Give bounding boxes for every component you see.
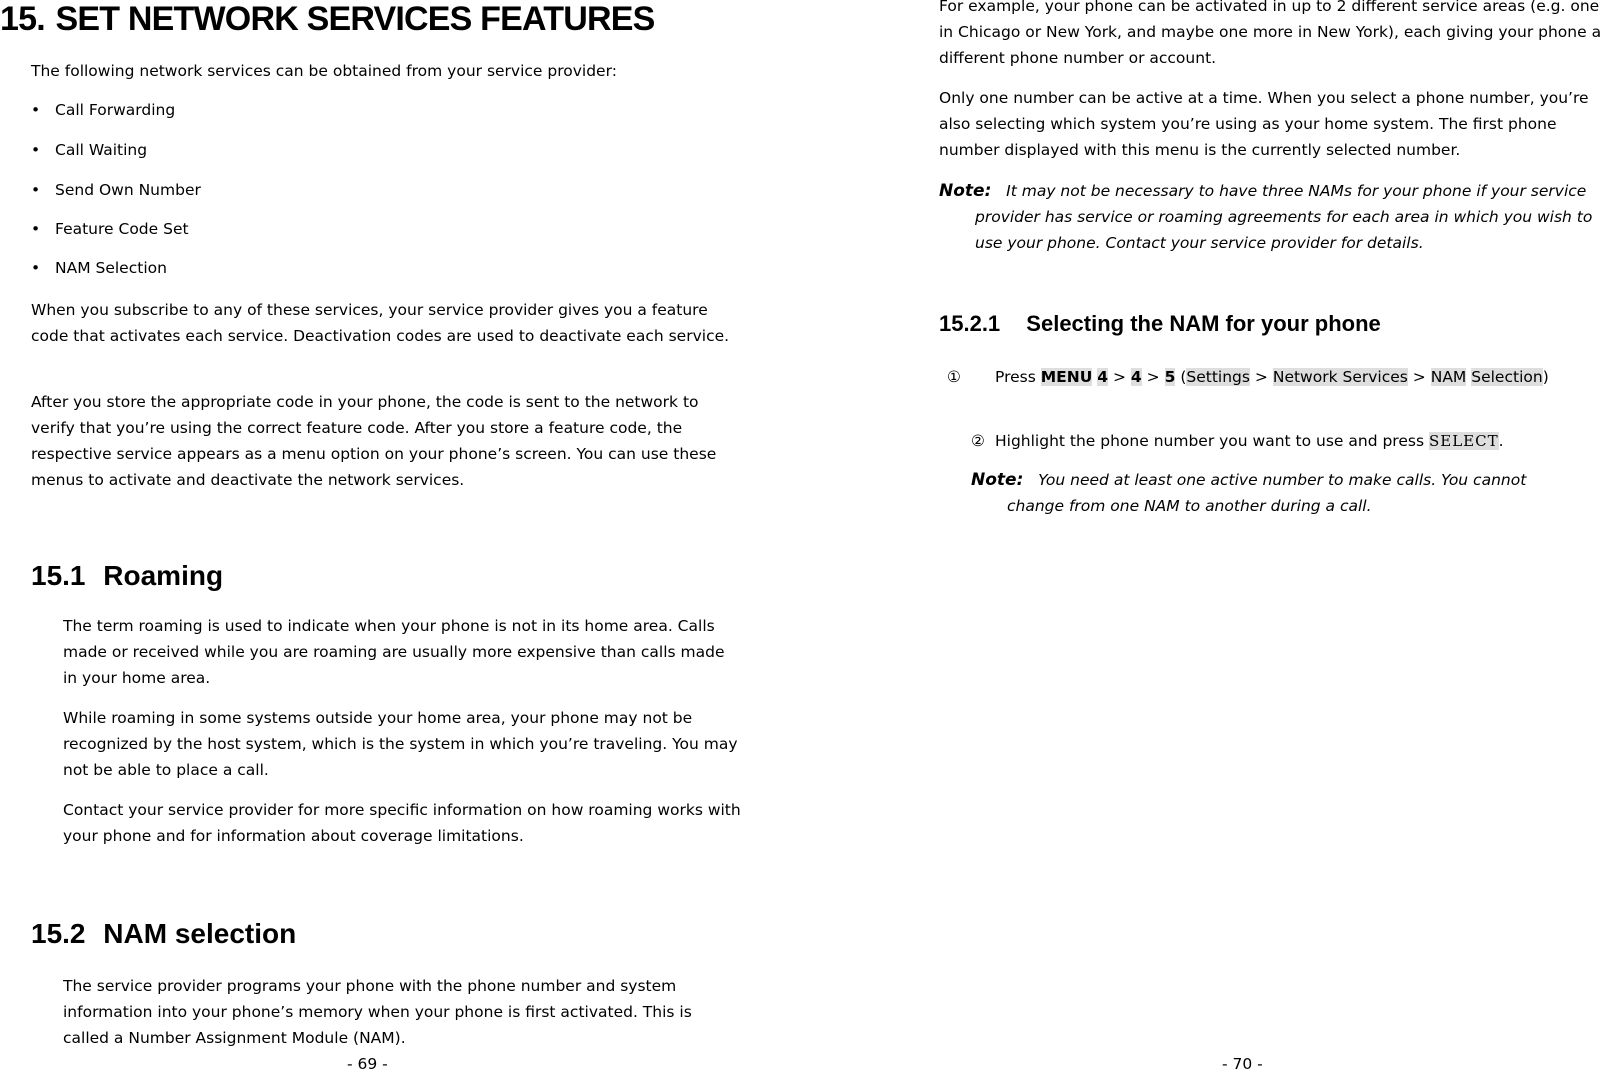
key-5: 5 <box>1164 368 1176 386</box>
step-number-2: ② <box>971 432 985 450</box>
bullet-symbol: • <box>31 141 41 159</box>
roaming-paragraph-1: The term roaming is used to indicate when your phone is not in its home area. Calls made or received while you are roaming are usually more expensive than calls made in your home area. <box>63 617 725 687</box>
bullet-item: • Call Waiting <box>31 137 147 163</box>
step-2: ② Highlight the phone number you want to use and press SELECT. <box>971 428 1591 454</box>
menu-path-selection: Selection <box>1471 368 1543 386</box>
chapter-number: 15. <box>0 0 45 38</box>
key-4: 4 <box>1130 368 1142 386</box>
menu-path-nam: NAM <box>1430 368 1467 386</box>
intro-paragraph: The following network services can be obtained from your service provider: <box>31 62 617 80</box>
bullet-symbol: • <box>31 181 41 199</box>
paragraph-store-code: After you store the appropriate code in your phone, the code is sent to the network to verify that you’re using the correct feature code. After you store a feature code, the respective service appears as a menu option on your phone’s screen. You can use these menus to activate and deactivate the network services. <box>31 393 717 489</box>
example-paragraph: For example, your phone can be activated in up to 2 different service areas (e.g. one in Chicago or New York, and maybe one more in New York), each giving your phone a different phone number or account. <box>939 0 1602 67</box>
menu-path-settings: Settings <box>1186 368 1250 386</box>
step-number-1: ① <box>947 368 961 386</box>
select-softkey: SELECT <box>1428 432 1499 450</box>
bullet-symbol: • <box>31 259 41 277</box>
note-nam-count <box>939 178 1599 256</box>
note-text: It may not be necessary to have three NAMs for your phone if your service provider has service or roaming agreements for each area in which you wish to use your phone. Contact your service provider for details. <box>975 182 1593 252</box>
bullet-item: • NAM Selection <box>31 255 167 281</box>
menu-path-network-services: Network Services <box>1272 368 1408 386</box>
paragraph-feature-code: When you subscribe to any of these services, your service provider gives you a feature code that activates each service. Deactivation codes are used to deactivate each service. <box>31 301 730 345</box>
bullet-symbol: • <box>31 101 41 119</box>
subsection-number: 15.2.1 <box>939 311 1001 336</box>
subsection-title: Selecting the NAM for your phone <box>1026 311 1381 336</box>
nam-paragraph-1: The service provider programs your phone with the phone number and system information into your phone’s memory when your phone is first activated. This is called a Number Assignment Module (NAM). <box>63 977 692 1047</box>
section-heading-roaming <box>31 560 223 592</box>
section-heading-nam-selection <box>31 918 296 950</box>
bullet-item: • Send Own Number <box>31 177 201 203</box>
step-1: ① Press MENU 4 > 4 > 5 (Settings > Network Services > NAM Selection) <box>971 364 1581 390</box>
key-4: 4 <box>1097 368 1109 386</box>
page-number-right: - 70 - <box>1222 1055 1263 1073</box>
bullet-symbol: • <box>31 220 41 238</box>
chapter-heading <box>0 0 654 39</box>
chapter-title: SET NETWORK SERVICES FEATURES <box>55 0 655 38</box>
note-active-number <box>971 467 1581 519</box>
bullet-item: • Feature Code Set <box>31 216 189 242</box>
active-number-paragraph: Only one number can be active at a time. When you select a phone number, you’re also selecting which system you’re using as your home system. The first phone number displayed with this menu is the currently selected number. <box>939 89 1589 159</box>
note-label: Note: <box>971 470 1024 490</box>
page-number-left: - 69 - <box>347 1055 388 1073</box>
roaming-paragraph-3: Contact your service provider for more specific information on how roaming works with your phone and for information about coverage limitations. <box>63 801 741 845</box>
bullet-item: • Call Forwarding <box>31 97 175 123</box>
note-label: Note: <box>939 181 992 201</box>
subsection-heading-selecting-nam <box>939 311 1381 337</box>
section-number: 15.2 <box>31 918 86 949</box>
section-title: NAM selection <box>103 918 297 949</box>
roaming-paragraph-2: While roaming in some systems outside your home area, your phone may not be recognized by the host system, which is the system in which you’re traveling. You may not be able to place a call. <box>63 709 738 779</box>
note-text: You need at least one active number to make calls. You cannot change from one NAM to another during a call. <box>1007 471 1527 515</box>
menu-key: MENU <box>1040 368 1093 386</box>
section-title: Roaming <box>103 560 224 591</box>
section-number: 15.1 <box>31 560 86 591</box>
